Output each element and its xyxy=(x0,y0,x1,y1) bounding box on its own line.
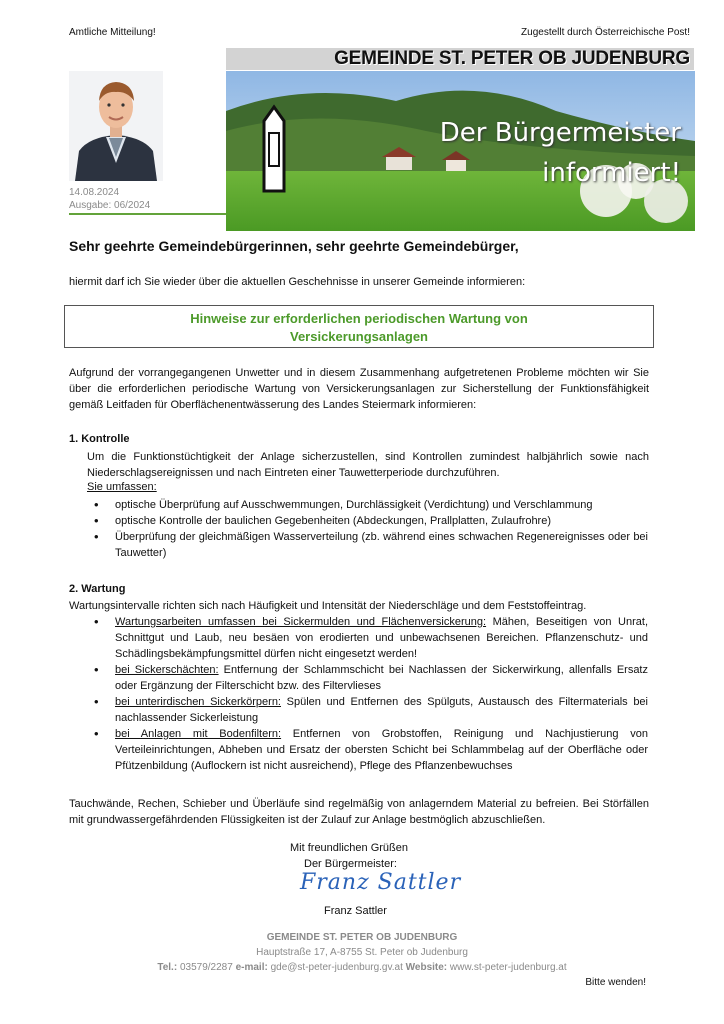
section-1-bullets xyxy=(92,497,648,561)
section-1-subheading: Sie umfassen: xyxy=(87,481,157,493)
footer-contact xyxy=(0,962,724,973)
greeting: Sehr geehrte Gemeindebürgerinnen, sehr geehrte Gemeindebürger, xyxy=(69,238,519,254)
issue-info xyxy=(69,186,150,212)
notice-title-line-2: Versickerungsanlagen xyxy=(289,329,428,344)
mayor-role: Der Bürgermeister: xyxy=(304,858,397,870)
signature-block xyxy=(290,840,408,872)
closing-paragraph: Tauchwände, Rechen, Schieber und Überläufe sind regelmäßig von anlagerndem Material zu befreien. Bei Störfällen mit grundwassergefährdenden Flüssigkeiten ist der Zulauf zur Anlage bestmöglich abzuschließen. xyxy=(69,798,649,826)
notice-title-line-1: Hinweise zur erforderlichen periodischen Wartung von xyxy=(190,311,528,326)
list-item: • Überprüfung der gleichmäßigen Wasserverteilung (zb. während eines schwachen Regenereignisses oder bei Tauwetter) xyxy=(92,529,648,561)
tel-number[interactable]: 03579/2287 xyxy=(179,962,233,973)
turn-page-note: Bitte wenden! xyxy=(585,977,646,988)
postal-notice: Zugestellt durch Österreichische Post! xyxy=(521,27,690,38)
item-text: Entfernen von Grobstoffen, Reinigung und Nachjustierung von Verteileinrichtungen, Abheben und Ersatz der obersten Schicht bei Schlammbelag auf der Oberfläche oder Pfützenbildung (Auflockern ist nicht ausreichend), Pflege des Pflanzenbewuchses xyxy=(115,728,648,772)
item-text: Mähen, Beseitigen von Unrat, Schnittgut und Laub, neu besäen von erodierten und unbewachsenen Bereichen. Pflanzenschutz- und Schädlingsbekämpfungsmittel dürfen nicht eingesetzt werden! xyxy=(115,616,648,660)
list-item xyxy=(92,614,648,662)
intro-text: hiermit darf ich Sie wieder über die aktuellen Geschehnisse in unserer Gemeinde informieren: xyxy=(69,276,526,288)
footer-organization: GEMEINDE ST. PETER OB JUDENBURG xyxy=(266,932,458,943)
hero-landscape xyxy=(226,71,695,231)
list-item: • optische Überprüfung auf Ausschwemmungen, Durchlässigkeit (Verdichtung) und Verschlammung xyxy=(92,497,648,513)
mayor-name: Franz Sattler xyxy=(324,905,387,917)
item-label: bei unterirdischen Sickerkörpern: xyxy=(115,696,281,708)
section-2-heading: 2. Wartung xyxy=(69,583,126,595)
list-item: • optische Kontrolle der baulichen Gegebenheiten (Abdeckungen, Prallplatten, Zulaufrohre) xyxy=(92,513,648,529)
handwritten-signature: Franz Sattler xyxy=(300,870,462,895)
notice-title-box xyxy=(64,305,654,348)
email-link[interactable]: gde@st-peter-judenburg.gv.at xyxy=(270,962,403,973)
issue-number: Ausgabe: 06/2024 xyxy=(69,200,151,211)
section-2-bullets xyxy=(92,614,648,774)
website-label: Website: xyxy=(405,962,448,973)
item-text: Entfernung der Schlammschicht bei Nachlassen der Sickerwirkung, allenfalls Ersatz oder Ergänzung der Filterschicht bzw. des Filtervlieses xyxy=(115,664,648,692)
website-link[interactable]: www.st-peter-judenburg.at xyxy=(449,962,567,973)
list-item xyxy=(92,662,648,694)
banner-line-2: informiert! xyxy=(542,158,681,188)
green-divider xyxy=(69,213,226,215)
item-label: bei Sickerschächten: xyxy=(115,664,219,676)
item-text: Spülen und Entfernen des Spülguts, Austausch des Filtermaterials bei nachlassender Sickerleistung xyxy=(115,696,648,724)
tel-label: Tel.: xyxy=(157,962,178,973)
banner-line-1: Der Bürgermeister xyxy=(439,118,681,148)
mayor-portrait xyxy=(69,71,163,181)
email-label: e-mail: xyxy=(235,962,268,973)
list-item xyxy=(92,726,648,774)
regards: Mit freundlichen Grüßen xyxy=(290,842,408,854)
section-1-text: Um die Funktionstüchtigkeit der Anlage sicherzustellen, sind Kontrollen zumindest halbjährlich sowie nach Niederschlagsereignissen und nach Eintreten einer Tauwetterperiode durchzuführen. xyxy=(87,451,649,479)
footer-address: Hauptstraße 17, A-8755 St. Peter ob Judenburg xyxy=(256,947,468,958)
item-label: Wartungsarbeiten umfassen bei Sickermulden und Flächenversickerung: xyxy=(115,616,487,628)
item-label: bei Anlagen mit Bodenfiltern: xyxy=(115,728,282,740)
intro-paragraph: Aufgrund der vorrangegangenen Unwetter und in diesem Zusammenhang aufgetretenen Probleme möchten wir Sie über die erforderlichen periodische Wartung von Versickerungsanlagen zur Sicherstellung der Funktionsfähigkeit gemäß Leitfaden für Oberflächenentwässerung des Landes Steiermark informieren: xyxy=(69,367,649,411)
section-1-heading: 1. Kontrolle xyxy=(69,433,130,445)
municipality-title: GEMEINDE ST. PETER OB JUDENBURG xyxy=(226,48,694,70)
issue-date: 14.08.2024 xyxy=(69,187,120,198)
official-notice: Amtliche Mitteilung! xyxy=(69,27,156,38)
list-item xyxy=(92,694,648,726)
section-2-text: Wartungsintervalle richten sich nach Häufigkeit und Intensität der Niederschläge und dem Feststoffeintrag. xyxy=(69,600,587,612)
